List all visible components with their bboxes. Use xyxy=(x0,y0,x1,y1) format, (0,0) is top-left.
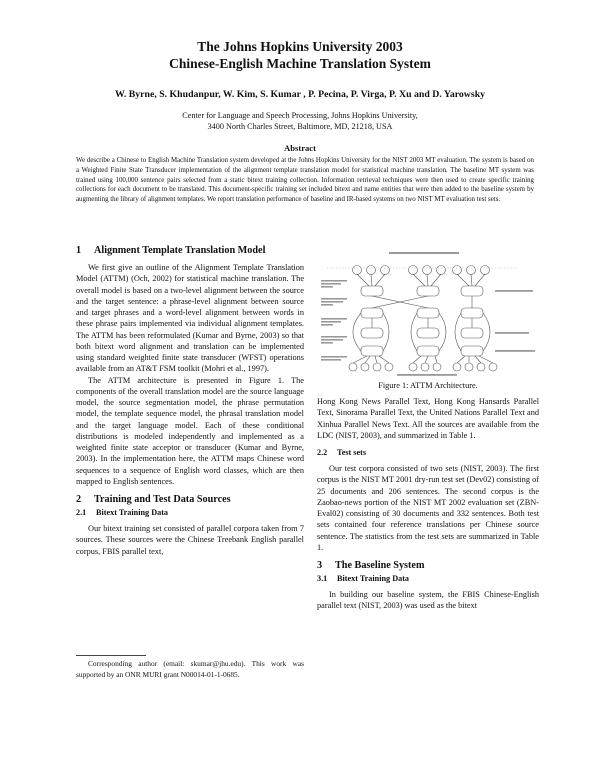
subsection-heading-3-1 xyxy=(317,573,539,585)
subsection-number: 3.1 xyxy=(317,574,328,583)
section-number: 3 xyxy=(317,560,323,571)
subsection-title: Test sets xyxy=(337,448,367,457)
figure-attm-architecture xyxy=(317,248,539,378)
subsection-title: Bitext Training Data xyxy=(337,574,410,583)
abstract-heading: Abstract xyxy=(284,143,316,153)
section-number: 2 xyxy=(76,494,82,505)
paragraph: Our bitext training set consisted of parallel corpora taken from 7 sources. These sources were the Chinese Treebank English parallel corpus, FBIS parallel text, xyxy=(76,524,304,556)
title-line-1: The Johns Hopkins University 2003 xyxy=(197,39,403,54)
section-title: Training and Test Data Sources xyxy=(94,494,231,505)
paragraph: We first give an outline of the Alignment Template Translation Model (ATTM) (Och, 2002) for statistical machine translation. The overall model is based on a two-level alignment between the source and the target sentence: a phrase-level alignment between source and target phrases and a word-level alignment between words in these phrase pairs implemented via individual alignment templates. The ATTM has been reformulated (Kumar and Byrne, 2003) so that both bitext word alignment and translation can be implemented using standard weighted finite state transducer (WFST) operations available from an AT&T FSM toolkit (Mohri et al., 1997). xyxy=(76,263,304,374)
paragraph: Hong Kong News Parallel Text, Hong Kong Hansards Parallel Text, Sinorama Parallel Text, the United Nations Parallel Text and Xinhua Parallel News Text. All the sources are available from the LDC (NIST, 2003), and summarized in Table 1. xyxy=(317,397,539,440)
right-column xyxy=(317,248,539,612)
figure-caption: Figure 1: ATTM Architecture. xyxy=(378,381,478,390)
section-number: 1 xyxy=(76,245,82,256)
paragraph: Our test corpora consisted of two sets (NIST, 2003). The first corpus is the NIST MT 2001 dry-run test set (Dev02) consisting of 25 documents and 206 sentences. The second corpus is the Zaobao-news portion of the NIST MT 2002 evaluation set (ZBN-Eval02) consisting of 30 documents and 332 sentences. Both test sets contained four reference translations per Chinese source sentence. The statistics from the test sets are summarized in Table 1. xyxy=(317,464,539,552)
paragraph: In building our baseline system, the FBIS Chinese-English parallel text (NIST, 2003) was used as the bitext xyxy=(317,590,539,611)
affiliation-line-2: 3400 North Charles Street, Baltimore, MD, 21218, USA xyxy=(207,122,393,131)
author-list: W. Byrne, S. Khudanpur, W. Kim, S. Kumar , P. Pecina, P. Virga, P. Xu and D. Yarowsky xyxy=(114,89,486,100)
footnote: Corresponding author (email: skumar@jhu.edu). This work was supported by an ONR MURI grant N00014-01-1-0685. xyxy=(76,659,304,679)
subsection-heading-2-1 xyxy=(76,507,304,519)
abstract-text: We describe a Chinese to English Machine Translation system developed at the Johns Hopkins University for the NIST 2003 MT evaluation. The system is based on a Weighted Finite State Transducer implementation of the alignment template translation model for statistical machine translation. The baseline MT system was trained using 100,000 sentence pairs selected from a static bitext training collection. Information retrieval techniques were then used to create specific training collections for each document to be translated. This document-specific training set included bitext and name entities that were then added to the baseline system by augmenting the library of alignment templates. We report translation performance of baseline and IR-based systems on two NIST MT evaluation test sets. xyxy=(76,157,534,204)
section-heading-2 xyxy=(76,493,304,507)
title-line-2: Chinese-English Machine Translation System xyxy=(169,56,431,71)
footnote-rule xyxy=(76,655,146,656)
section-title: Alignment Template Translation Model xyxy=(94,245,266,256)
subsection-title: Bitext Training Data xyxy=(96,508,169,517)
left-column xyxy=(76,244,304,557)
affiliation-line-1: Center for Language and Speech Processing, Johns Hopkins University, xyxy=(182,111,418,120)
paragraph: The ATTM architecture is presented in Figure 1. The components of the overall translation model are the source language model, the source segmentation model, the phrase permutation model, the template sequence model, the phrasal translation model and the target language model. Each of these conditional distributions is modeled independently and implemented as a weighted finite state acceptor or transducer (Kumar and Byrne, 2003). In the implementation here, the ATTM maps Chinese word sequences to a sequence of English word classes, which are then mapped to English sentences. xyxy=(76,375,304,486)
subsection-number: 2.2 xyxy=(317,448,328,457)
attm-architecture-diagram xyxy=(317,248,539,378)
section-heading-1 xyxy=(76,244,304,258)
section-title: The Baseline System xyxy=(335,560,425,571)
subsection-number: 2.1 xyxy=(76,508,87,517)
paper-title xyxy=(60,38,540,72)
section-heading-3 xyxy=(317,559,539,573)
subsection-heading-2-2 xyxy=(317,447,539,459)
affiliation xyxy=(80,110,520,132)
